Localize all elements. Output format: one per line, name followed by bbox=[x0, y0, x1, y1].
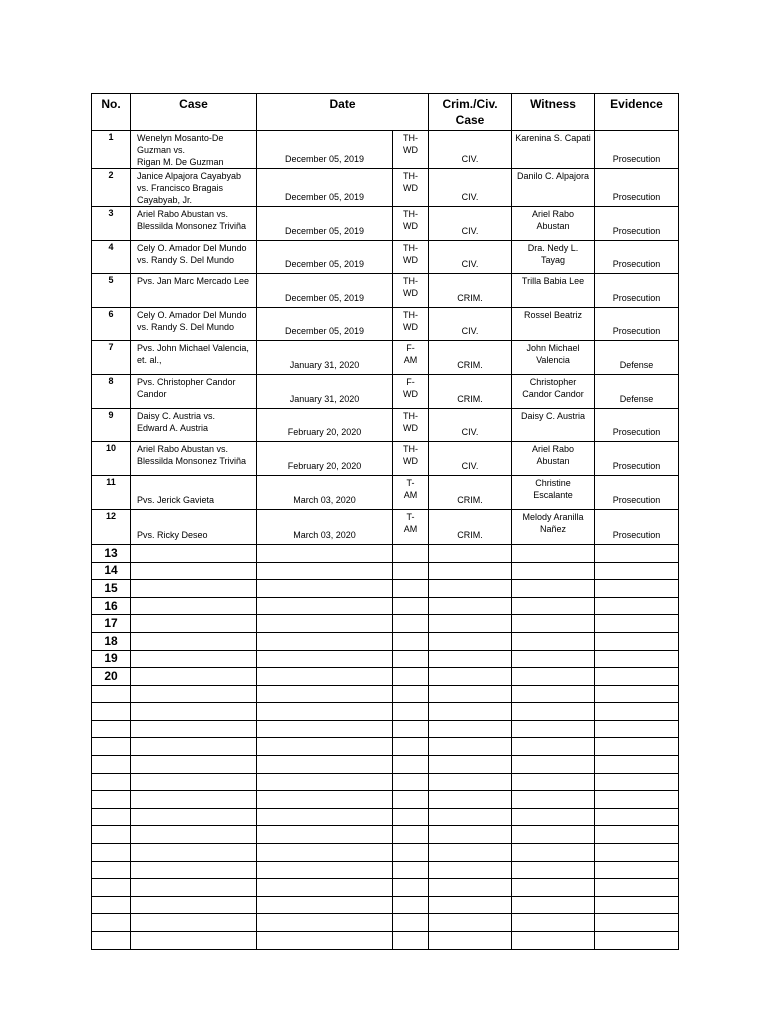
blank-row bbox=[92, 685, 679, 703]
case-type: CIV. bbox=[429, 240, 512, 274]
empty-cell bbox=[512, 879, 595, 897]
empty-cell bbox=[429, 580, 512, 598]
row-number: 16 bbox=[92, 597, 131, 615]
empty-cell bbox=[393, 668, 429, 686]
case-type: CIV. bbox=[429, 131, 512, 169]
empty-cell bbox=[393, 773, 429, 791]
empty-cell bbox=[595, 861, 679, 879]
hearing-date: December 05, 2019 bbox=[257, 240, 393, 274]
witness-name: Dra. Nedy L. Tayag bbox=[512, 240, 595, 274]
empty-cell bbox=[257, 562, 393, 580]
empty-cell bbox=[595, 879, 679, 897]
empty-cell bbox=[595, 562, 679, 580]
table-body bbox=[92, 131, 679, 950]
empty-cell bbox=[131, 826, 257, 844]
empty-cell bbox=[512, 650, 595, 668]
blank-row bbox=[92, 861, 679, 879]
blank-row bbox=[92, 914, 679, 932]
session-code: F- WD bbox=[393, 374, 429, 408]
row-number: 12 bbox=[92, 510, 131, 545]
empty-cell bbox=[595, 738, 679, 756]
empty-cell bbox=[595, 844, 679, 862]
table-row bbox=[92, 615, 679, 633]
empty-cell bbox=[92, 703, 131, 721]
row-number: 14 bbox=[92, 562, 131, 580]
empty-cell bbox=[393, 632, 429, 650]
empty-cell bbox=[92, 826, 131, 844]
hearing-date: December 05, 2019 bbox=[257, 131, 393, 169]
empty-cell bbox=[512, 756, 595, 774]
empty-cell bbox=[429, 562, 512, 580]
blank-row bbox=[92, 791, 679, 809]
witness-name: Christine Escalante bbox=[512, 475, 595, 510]
empty-cell bbox=[595, 826, 679, 844]
blank-row bbox=[92, 703, 679, 721]
row-number: 5 bbox=[92, 274, 131, 308]
empty-cell bbox=[257, 632, 393, 650]
empty-cell bbox=[257, 685, 393, 703]
empty-cell bbox=[429, 826, 512, 844]
empty-cell bbox=[512, 932, 595, 950]
hearing-date: March 03, 2020 bbox=[257, 510, 393, 545]
evidence-party: Prosecution bbox=[595, 510, 679, 545]
row-number: 17 bbox=[92, 615, 131, 633]
empty-cell bbox=[595, 896, 679, 914]
empty-cell bbox=[512, 544, 595, 562]
empty-cell bbox=[595, 685, 679, 703]
evidence-party: Prosecution bbox=[595, 408, 679, 442]
empty-cell bbox=[512, 738, 595, 756]
session-code: T- AM bbox=[393, 510, 429, 545]
evidence-party: Defense bbox=[595, 341, 679, 375]
session-code: TH- WD bbox=[393, 307, 429, 341]
empty-cell bbox=[92, 896, 131, 914]
evidence-party: Prosecution bbox=[595, 207, 679, 241]
empty-cell bbox=[131, 808, 257, 826]
empty-cell bbox=[257, 791, 393, 809]
empty-cell bbox=[595, 720, 679, 738]
empty-cell bbox=[393, 844, 429, 862]
evidence-party: Prosecution bbox=[595, 131, 679, 169]
case-log-table bbox=[91, 93, 679, 950]
empty-cell bbox=[595, 597, 679, 615]
blank-row bbox=[92, 879, 679, 897]
empty-cell bbox=[92, 791, 131, 809]
table-row bbox=[92, 650, 679, 668]
row-number: 7 bbox=[92, 341, 131, 375]
evidence-party: Prosecution bbox=[595, 240, 679, 274]
empty-cell bbox=[257, 826, 393, 844]
empty-cell bbox=[512, 668, 595, 686]
table-row bbox=[92, 597, 679, 615]
empty-cell bbox=[131, 632, 257, 650]
empty-cell bbox=[131, 879, 257, 897]
witness-name: Karenina S. Capati bbox=[512, 131, 595, 169]
empty-cell bbox=[393, 896, 429, 914]
empty-cell bbox=[429, 650, 512, 668]
empty-cell bbox=[131, 685, 257, 703]
empty-cell bbox=[595, 650, 679, 668]
row-number: 1 bbox=[92, 131, 131, 169]
empty-cell bbox=[429, 685, 512, 703]
empty-cell bbox=[131, 844, 257, 862]
hearing-date: December 05, 2019 bbox=[257, 207, 393, 241]
row-number: 19 bbox=[92, 650, 131, 668]
header-date: Date bbox=[257, 94, 429, 131]
empty-cell bbox=[393, 544, 429, 562]
empty-cell bbox=[92, 879, 131, 897]
empty-cell bbox=[257, 738, 393, 756]
empty-cell bbox=[595, 703, 679, 721]
empty-cell bbox=[429, 914, 512, 932]
empty-cell bbox=[393, 808, 429, 826]
empty-cell bbox=[595, 668, 679, 686]
case-type: CIV. bbox=[429, 442, 512, 476]
empty-cell bbox=[429, 738, 512, 756]
row-number: 18 bbox=[92, 632, 131, 650]
empty-cell bbox=[512, 914, 595, 932]
table-row bbox=[92, 274, 679, 308]
empty-cell bbox=[131, 861, 257, 879]
evidence-party: Prosecution bbox=[595, 274, 679, 308]
case-type: CIV. bbox=[429, 408, 512, 442]
empty-cell bbox=[92, 773, 131, 791]
empty-cell bbox=[257, 668, 393, 686]
blank-row bbox=[92, 773, 679, 791]
header-row bbox=[92, 94, 679, 131]
case-title: Pvs. John Michael Valencia, et. al., bbox=[131, 341, 257, 375]
empty-cell bbox=[429, 808, 512, 826]
empty-cell bbox=[512, 773, 595, 791]
row-number: 3 bbox=[92, 207, 131, 241]
row-number: 15 bbox=[92, 580, 131, 598]
hearing-date: December 05, 2019 bbox=[257, 307, 393, 341]
case-title: Pvs. Ricky Deseo bbox=[131, 510, 257, 545]
empty-cell bbox=[595, 791, 679, 809]
empty-cell bbox=[429, 703, 512, 721]
session-code: F- AM bbox=[393, 341, 429, 375]
case-title: Daisy C. Austria vs. Edward A. Austria bbox=[131, 408, 257, 442]
header-evidence: Evidence bbox=[595, 94, 679, 131]
empty-cell bbox=[257, 861, 393, 879]
row-number: 20 bbox=[92, 668, 131, 686]
empty-cell bbox=[92, 844, 131, 862]
empty-cell bbox=[393, 914, 429, 932]
empty-cell bbox=[257, 703, 393, 721]
session-code: TH- WD bbox=[393, 207, 429, 241]
session-code: TH- WD bbox=[393, 274, 429, 308]
witness-name: Ariel Rabo Abustan bbox=[512, 207, 595, 241]
hearing-date: March 03, 2020 bbox=[257, 475, 393, 510]
empty-cell bbox=[131, 896, 257, 914]
empty-cell bbox=[393, 932, 429, 950]
empty-cell bbox=[595, 756, 679, 774]
empty-cell bbox=[92, 808, 131, 826]
empty-cell bbox=[92, 720, 131, 738]
row-number: 6 bbox=[92, 307, 131, 341]
empty-cell bbox=[257, 914, 393, 932]
empty-cell bbox=[429, 844, 512, 862]
empty-cell bbox=[257, 650, 393, 668]
empty-cell bbox=[131, 738, 257, 756]
case-type: CRIM. bbox=[429, 274, 512, 308]
empty-cell bbox=[257, 756, 393, 774]
empty-cell bbox=[512, 808, 595, 826]
empty-cell bbox=[131, 914, 257, 932]
empty-cell bbox=[512, 580, 595, 598]
empty-cell bbox=[429, 861, 512, 879]
case-type: CIV. bbox=[429, 169, 512, 207]
empty-cell bbox=[429, 597, 512, 615]
empty-cell bbox=[257, 896, 393, 914]
table-row bbox=[92, 131, 679, 169]
row-number: 8 bbox=[92, 374, 131, 408]
empty-cell bbox=[429, 544, 512, 562]
table-row bbox=[92, 544, 679, 562]
case-title: Ariel Rabo Abustan vs. Blessilda Monsonez Triviña bbox=[131, 442, 257, 476]
blank-row bbox=[92, 844, 679, 862]
evidence-party: Prosecution bbox=[595, 307, 679, 341]
empty-cell bbox=[512, 703, 595, 721]
case-type: CRIM. bbox=[429, 475, 512, 510]
empty-cell bbox=[131, 544, 257, 562]
empty-cell bbox=[595, 773, 679, 791]
empty-cell bbox=[393, 685, 429, 703]
empty-cell bbox=[393, 703, 429, 721]
witness-name: Ariel Rabo Abustan bbox=[512, 442, 595, 476]
empty-cell bbox=[257, 544, 393, 562]
empty-cell bbox=[92, 738, 131, 756]
empty-cell bbox=[92, 861, 131, 879]
empty-cell bbox=[512, 861, 595, 879]
case-title: Cely O. Amador Del Mundo vs. Randy S. Del Mundo bbox=[131, 307, 257, 341]
empty-cell bbox=[257, 844, 393, 862]
empty-cell bbox=[512, 896, 595, 914]
blank-row bbox=[92, 720, 679, 738]
witness-name: Trilla Babia Lee bbox=[512, 274, 595, 308]
session-code: TH- WD bbox=[393, 442, 429, 476]
empty-cell bbox=[393, 756, 429, 774]
case-type: CIV. bbox=[429, 307, 512, 341]
table-row bbox=[92, 562, 679, 580]
empty-cell bbox=[131, 720, 257, 738]
table-row bbox=[92, 442, 679, 476]
empty-cell bbox=[131, 932, 257, 950]
witness-name: Danilo C. Alpajora bbox=[512, 169, 595, 207]
evidence-party: Defense bbox=[595, 374, 679, 408]
case-title: Pvs. Christopher Candor Candor bbox=[131, 374, 257, 408]
empty-cell bbox=[393, 650, 429, 668]
empty-cell bbox=[257, 773, 393, 791]
row-number: 10 bbox=[92, 442, 131, 476]
table-row bbox=[92, 240, 679, 274]
empty-cell bbox=[393, 720, 429, 738]
empty-cell bbox=[393, 879, 429, 897]
empty-cell bbox=[92, 932, 131, 950]
hearing-date: January 31, 2020 bbox=[257, 374, 393, 408]
empty-cell bbox=[429, 896, 512, 914]
empty-cell bbox=[595, 615, 679, 633]
empty-cell bbox=[92, 756, 131, 774]
blank-row bbox=[92, 808, 679, 826]
empty-cell bbox=[512, 615, 595, 633]
empty-cell bbox=[131, 773, 257, 791]
empty-cell bbox=[131, 615, 257, 633]
row-number: 9 bbox=[92, 408, 131, 442]
empty-cell bbox=[131, 668, 257, 686]
table-row bbox=[92, 374, 679, 408]
table-row bbox=[92, 475, 679, 510]
empty-cell bbox=[393, 861, 429, 879]
empty-cell bbox=[257, 932, 393, 950]
empty-cell bbox=[512, 791, 595, 809]
session-code: TH- WD bbox=[393, 169, 429, 207]
case-type: CIV. bbox=[429, 207, 512, 241]
empty-cell bbox=[131, 650, 257, 668]
session-code: TH- WD bbox=[393, 408, 429, 442]
empty-cell bbox=[92, 914, 131, 932]
hearing-date: December 05, 2019 bbox=[257, 169, 393, 207]
empty-cell bbox=[595, 632, 679, 650]
empty-cell bbox=[257, 879, 393, 897]
row-number: 13 bbox=[92, 544, 131, 562]
case-type: CRIM. bbox=[429, 341, 512, 375]
empty-cell bbox=[595, 544, 679, 562]
empty-cell bbox=[429, 773, 512, 791]
empty-cell bbox=[512, 632, 595, 650]
empty-cell bbox=[595, 932, 679, 950]
empty-cell bbox=[512, 562, 595, 580]
header-no: No. bbox=[92, 94, 131, 131]
blank-row bbox=[92, 826, 679, 844]
empty-cell bbox=[429, 615, 512, 633]
case-title: Pvs. Jan Marc Mercado Lee bbox=[131, 274, 257, 308]
table-row bbox=[92, 207, 679, 241]
row-number: 4 bbox=[92, 240, 131, 274]
header-witness: Witness bbox=[512, 94, 595, 131]
blank-row bbox=[92, 896, 679, 914]
empty-cell bbox=[393, 580, 429, 598]
session-code: TH- WD bbox=[393, 240, 429, 274]
empty-cell bbox=[429, 720, 512, 738]
empty-cell bbox=[257, 580, 393, 598]
empty-cell bbox=[512, 720, 595, 738]
evidence-party: Prosecution bbox=[595, 475, 679, 510]
empty-cell bbox=[131, 562, 257, 580]
empty-cell bbox=[429, 932, 512, 950]
empty-cell bbox=[595, 580, 679, 598]
table-row bbox=[92, 169, 679, 207]
empty-cell bbox=[512, 844, 595, 862]
empty-cell bbox=[131, 580, 257, 598]
empty-cell bbox=[512, 826, 595, 844]
case-type: CRIM. bbox=[429, 374, 512, 408]
session-code: TH- WD bbox=[393, 131, 429, 169]
empty-cell bbox=[131, 703, 257, 721]
row-number: 2 bbox=[92, 169, 131, 207]
empty-cell bbox=[257, 597, 393, 615]
table-row bbox=[92, 341, 679, 375]
empty-cell bbox=[393, 597, 429, 615]
witness-name: Christopher Candor Candor bbox=[512, 374, 595, 408]
witness-name: John Michael Valencia bbox=[512, 341, 595, 375]
hearing-date: December 05, 2019 bbox=[257, 274, 393, 308]
empty-cell bbox=[429, 791, 512, 809]
witness-name: Daisy C. Austria bbox=[512, 408, 595, 442]
empty-cell bbox=[393, 615, 429, 633]
table-row bbox=[92, 307, 679, 341]
evidence-party: Prosecution bbox=[595, 442, 679, 476]
empty-cell bbox=[595, 914, 679, 932]
witness-name: Melody Aranilla Nañez bbox=[512, 510, 595, 545]
table-row bbox=[92, 632, 679, 650]
empty-cell bbox=[393, 562, 429, 580]
empty-cell bbox=[257, 720, 393, 738]
empty-cell bbox=[393, 791, 429, 809]
empty-cell bbox=[393, 826, 429, 844]
empty-cell bbox=[429, 879, 512, 897]
case-title: Ariel Rabo Abustan vs. Blessilda Monsonez Triviña bbox=[131, 207, 257, 241]
hearing-date: February 20, 2020 bbox=[257, 442, 393, 476]
table-row bbox=[92, 408, 679, 442]
empty-cell bbox=[595, 808, 679, 826]
empty-cell bbox=[131, 597, 257, 615]
empty-cell bbox=[429, 668, 512, 686]
table-row bbox=[92, 510, 679, 545]
blank-row bbox=[92, 738, 679, 756]
empty-cell bbox=[512, 685, 595, 703]
case-title: Janice Alpajora Cayabyab vs. Francisco Bragais Cayabyab, Jr. bbox=[131, 169, 257, 207]
case-title: Cely O. Amador Del Mundo vs. Randy S. Del Mundo bbox=[131, 240, 257, 274]
header-case: Case bbox=[131, 94, 257, 131]
session-code: T- AM bbox=[393, 475, 429, 510]
empty-cell bbox=[512, 597, 595, 615]
blank-row bbox=[92, 756, 679, 774]
evidence-party: Prosecution bbox=[595, 169, 679, 207]
case-type: CRIM. bbox=[429, 510, 512, 545]
empty-cell bbox=[131, 791, 257, 809]
empty-cell bbox=[131, 756, 257, 774]
empty-cell bbox=[393, 738, 429, 756]
empty-cell bbox=[429, 632, 512, 650]
table-row bbox=[92, 668, 679, 686]
row-number: 11 bbox=[92, 475, 131, 510]
table-row bbox=[92, 580, 679, 598]
blank-row bbox=[92, 932, 679, 950]
case-title: Wenelyn Mosanto-De Guzman vs. Rigan M. De Guzman bbox=[131, 131, 257, 169]
empty-cell bbox=[257, 615, 393, 633]
header-crim-civ-case: Crim./Civ. Case bbox=[429, 94, 512, 131]
witness-name: Rossel Beatriz bbox=[512, 307, 595, 341]
case-title: Pvs. Jerick Gavieta bbox=[131, 475, 257, 510]
empty-cell bbox=[92, 685, 131, 703]
hearing-date: January 31, 2020 bbox=[257, 341, 393, 375]
empty-cell bbox=[257, 808, 393, 826]
empty-cell bbox=[429, 756, 512, 774]
hearing-date: February 20, 2020 bbox=[257, 408, 393, 442]
